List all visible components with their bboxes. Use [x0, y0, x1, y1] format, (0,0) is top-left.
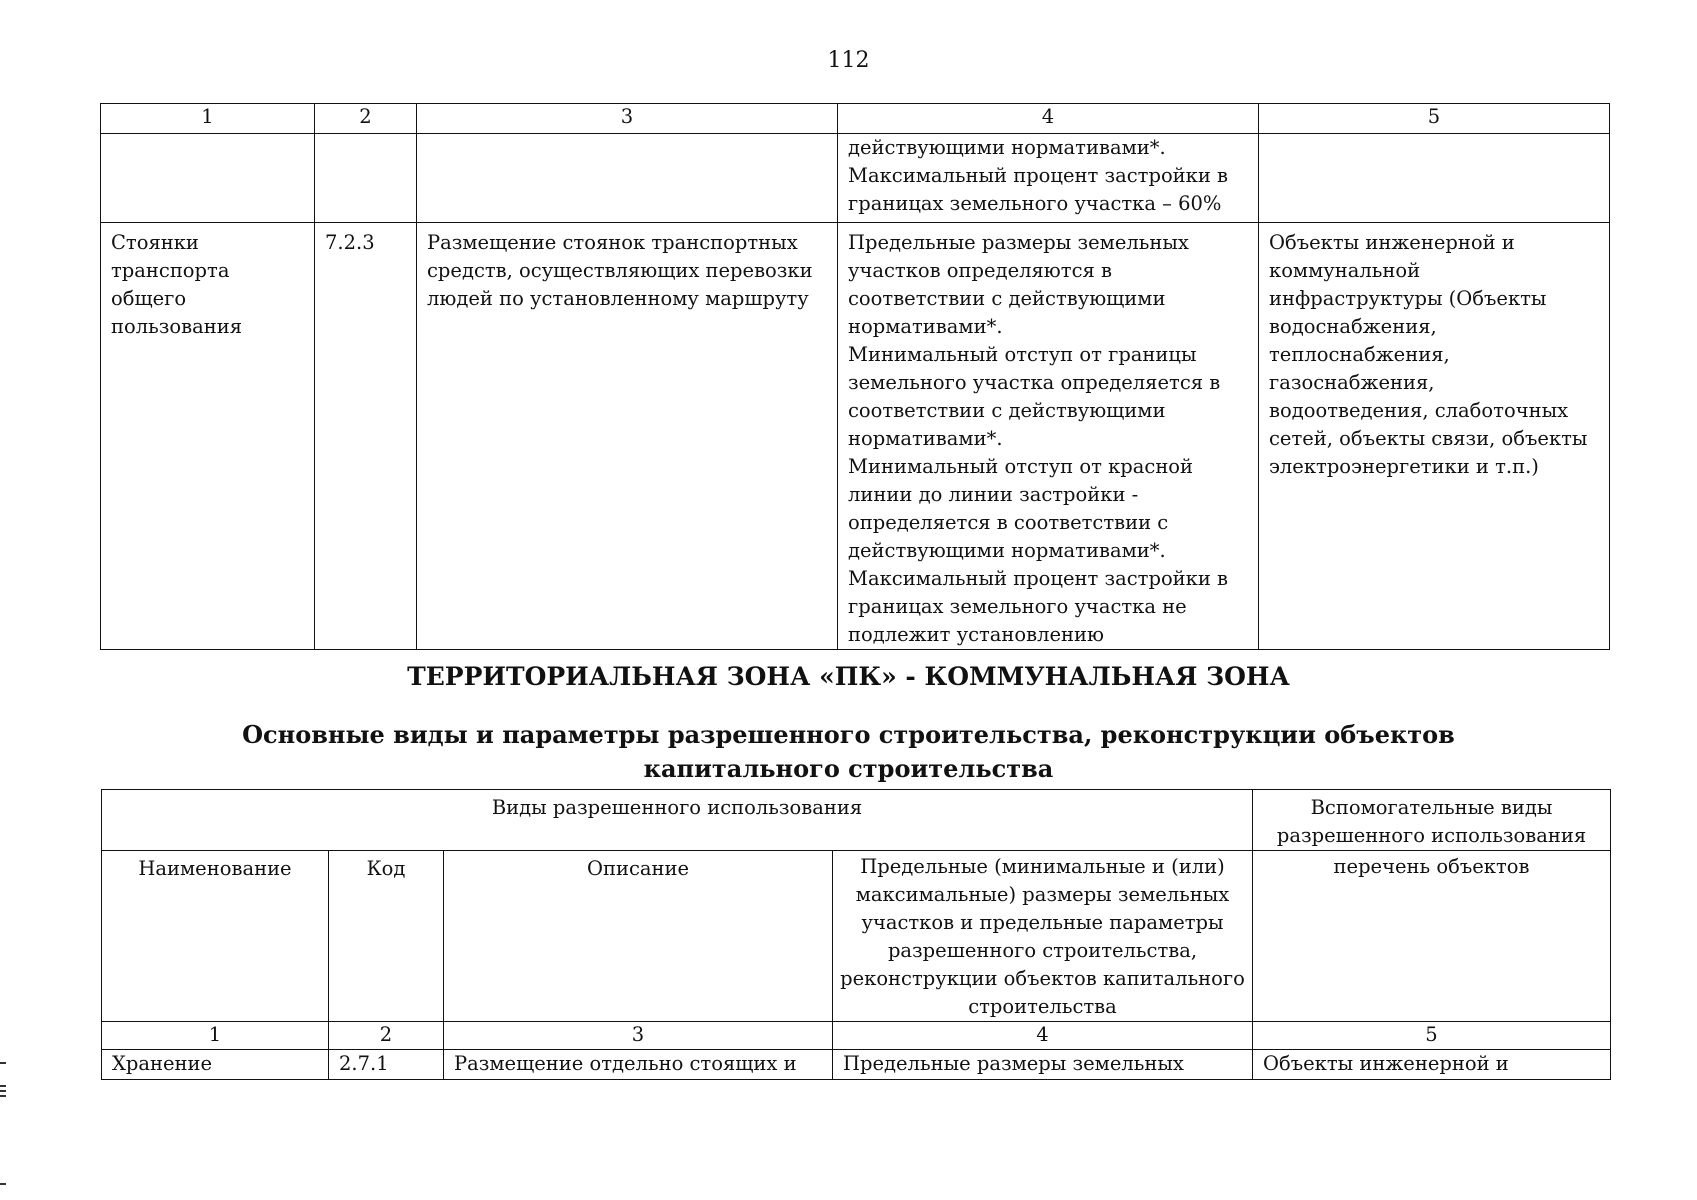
group-header: Виды разрешенного использования	[102, 790, 1253, 851]
column-number: 4	[838, 104, 1259, 134]
column-number: 5	[1259, 104, 1610, 134]
header-name: Наименование	[102, 851, 329, 1022]
header-code: Код	[329, 851, 444, 1022]
column-number: 1	[101, 104, 315, 134]
code-cell	[315, 134, 417, 223]
code-cell: 2.7.1	[329, 1050, 444, 1080]
description-cell	[417, 134, 838, 223]
column-number-row	[101, 104, 1610, 134]
table-row	[101, 223, 1610, 650]
zone-table-continued	[100, 103, 1610, 650]
auxiliary-cell: Объекты инженерной и	[1253, 1050, 1611, 1080]
column-number: 5	[1253, 1022, 1611, 1050]
aux-header: Вспомогательные виды разрешенного использования	[1253, 790, 1611, 851]
name-cell	[101, 134, 315, 223]
column-number: 1	[102, 1022, 329, 1050]
zone-title: ТЕРРИТОРИАЛЬНАЯ ЗОНА «ПК» - КОММУНАЛЬНАЯ ЗОНА	[407, 662, 1290, 691]
header-aux: перечень объектов	[1253, 851, 1611, 1022]
column-number-row	[102, 1022, 1611, 1050]
params-cell: Предельные размеры земельных	[833, 1050, 1253, 1080]
header-row	[102, 851, 1611, 1022]
column-number: 3	[417, 104, 838, 134]
page-number: 112	[827, 48, 870, 73]
auxiliary-cell: Объекты инженерной и коммунальной инфраструктуры (Объекты водоснабжения, теплоснабжения, газоснабжения, водоотведения, слаботочных сетей, объекты связи, объекты электроэнергетики и т.п.)	[1259, 223, 1610, 650]
table-row	[101, 134, 1610, 223]
margin-tick	[0, 1062, 6, 1064]
description-cell: Размещение отдельно стоящих и	[444, 1050, 833, 1080]
zone-table	[101, 789, 1611, 1080]
margin-tick	[0, 1090, 6, 1092]
margin-tick	[0, 1095, 6, 1097]
description-cell: Размещение стоянок транспортных средств, осуществляющих перевозки людей по установленному маршруту	[417, 223, 838, 650]
section-title-text: Основные виды и параметры разрешенного строительства, реконструкции объектов капитального строительства	[242, 720, 1455, 783]
params-cell: Предельные размеры земельных участков определяются в соответствии с действующими нормативами*. Минимальный отступ от границы земельного участка определяется в соответствии с действующими нормативами*. Минимальный отступ от красной линии до линии застройки - определяется в соответствии с действующими нормативами*. Максимальный процент застройки в границах земельного участка не подлежит установлению	[838, 223, 1259, 650]
name-cell: Стоянки транспорта общего пользования	[101, 223, 315, 650]
column-number: 2	[329, 1022, 444, 1050]
margin-tick	[0, 1085, 6, 1087]
name-cell: Хранение	[102, 1050, 329, 1080]
column-number: 4	[833, 1022, 1253, 1050]
column-number: 2	[315, 104, 417, 134]
header-params: Предельные (минимальные и (или) максимальные) размеры земельных участков и предельные параметры разрешенного строительства, реконструкции объектов капитального строительства	[833, 851, 1253, 1022]
code-cell: 7.2.3	[315, 223, 417, 650]
margin-tick	[0, 1183, 6, 1185]
table-row	[102, 1050, 1611, 1080]
section-title	[0, 718, 1697, 786]
params-cell: действующими нормативами*. Максимальный процент застройки в границах земельного участка – 60%	[838, 134, 1259, 223]
group-header-row	[102, 790, 1611, 851]
auxiliary-cell	[1259, 134, 1610, 223]
header-description: Описание	[444, 851, 833, 1022]
column-number: 3	[444, 1022, 833, 1050]
